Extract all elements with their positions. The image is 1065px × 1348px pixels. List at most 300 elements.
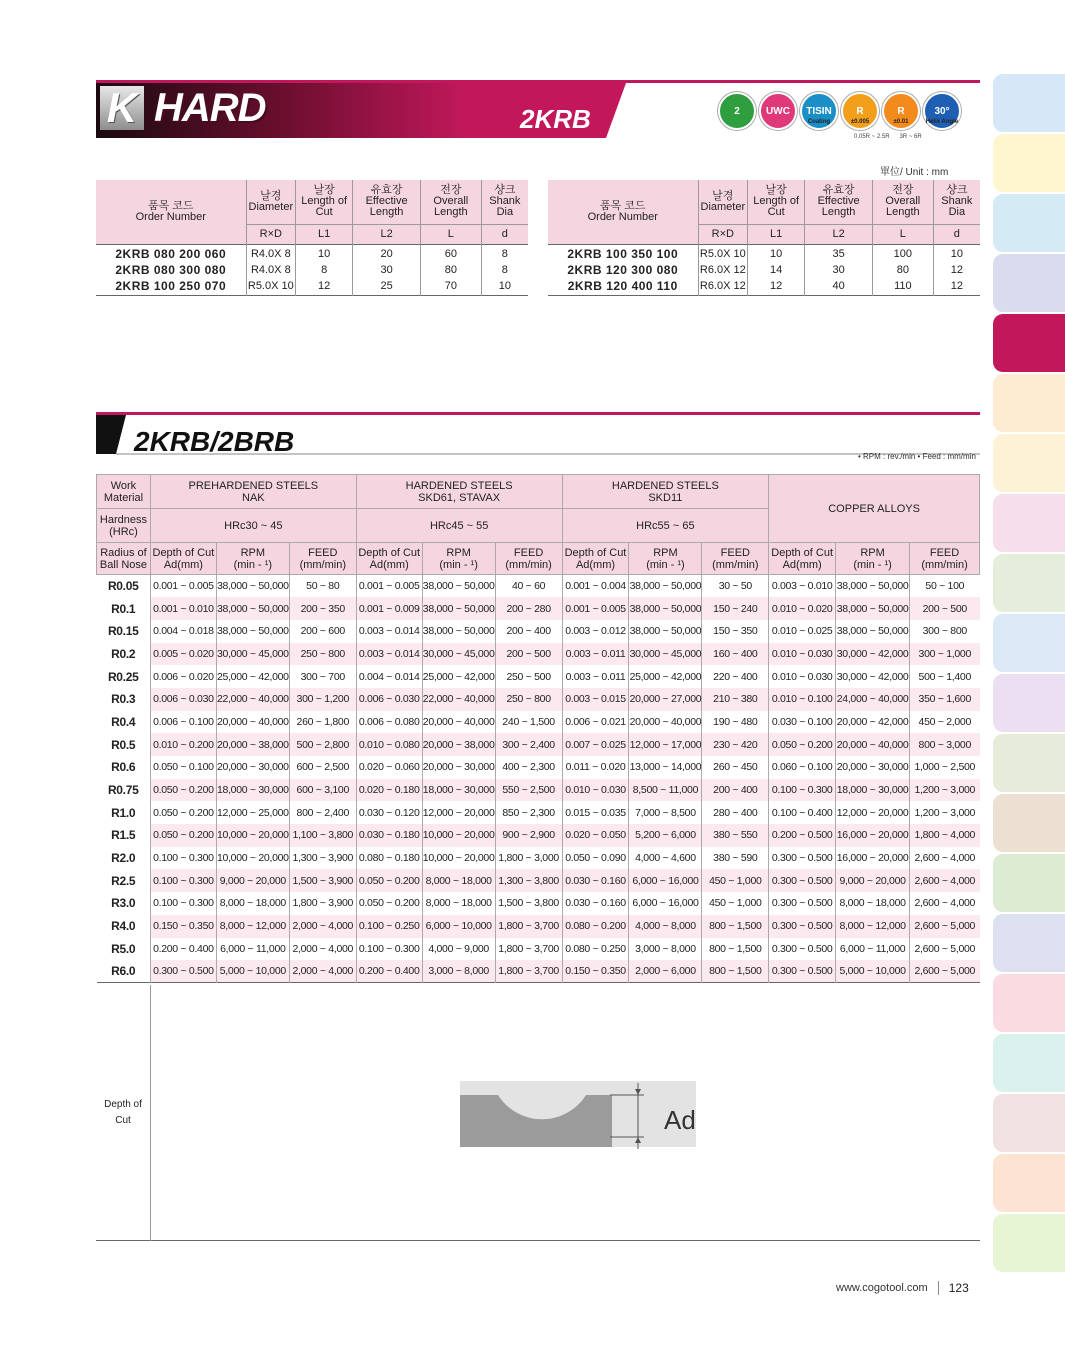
condition-value: 20,000 ~ 30,000 (836, 756, 910, 779)
param-header (702, 543, 769, 575)
param-header (769, 543, 836, 575)
hardness-range: HRc30 ~ 45 (150, 509, 356, 543)
order-number: 2KRB 100 350 100 (548, 244, 698, 261)
side-tab-13[interactable] (993, 794, 1065, 852)
param-name: RPM (653, 546, 678, 559)
condition-value: 300 ~ 800 (910, 620, 980, 643)
badge-text: R (856, 105, 864, 117)
feature-badges (718, 92, 961, 130)
condition-value: 16,000 ~ 20,000 (836, 824, 910, 847)
order-number-header (548, 180, 698, 244)
condition-value: 20,000 ~ 40,000 (216, 711, 289, 734)
header-en: Effective Length (365, 195, 408, 219)
spec-value-d: 10 (498, 280, 511, 293)
condition-value: 20,000 ~ 40,000 (629, 711, 702, 734)
spec-value-l: 100 (873, 244, 934, 261)
spec-col-header (481, 180, 528, 224)
condition-value: 0.020 ~ 0.050 (562, 824, 629, 847)
side-tab-15[interactable] (993, 914, 1065, 972)
condition-value: 13,000 ~ 14,000 (629, 756, 702, 779)
header-en: Overall Length (433, 195, 469, 219)
header-en: Effective Length (817, 195, 860, 219)
param-header (629, 543, 702, 575)
ball-radius: R1.0 (111, 805, 136, 820)
side-tab-10[interactable] (993, 614, 1065, 672)
side-tab-2[interactable] (993, 134, 1065, 192)
condition-value: 150 ~ 350 (702, 620, 769, 643)
condition-value: 0.001 ~ 0.010 (150, 597, 216, 620)
condition-value: 800 ~ 2,400 (289, 801, 356, 824)
condition-value: 30,000 ~ 45,000 (422, 643, 495, 666)
badge-text: UWC (766, 105, 790, 117)
material-name: COPPER ALLOYS (828, 502, 920, 515)
condition-value: 1,800 ~ 4,000 (910, 824, 980, 847)
header-ko: 품목 코드 (147, 199, 194, 212)
condition-value: 800 ~ 1,500 (702, 938, 769, 961)
condition-value: 6,000 ~ 11,000 (836, 938, 910, 961)
condition-value: 220 ~ 400 (702, 665, 769, 688)
condition-value: 0.300 ~ 0.500 (769, 960, 836, 983)
param-header (836, 543, 910, 575)
spec-value-l1: 10 (296, 244, 353, 261)
condition-value: 900 ~ 2,900 (495, 824, 562, 847)
table-row (96, 244, 528, 261)
table-row (97, 620, 980, 643)
footer-separator (938, 1281, 939, 1295)
condition-value: 0.001 ~ 0.005 (356, 575, 422, 598)
spec-value-d: 8 (481, 244, 528, 261)
badge-notes (854, 134, 922, 140)
condition-value: 850 ~ 2,300 (495, 801, 562, 824)
condition-value: 8,000 ~ 12,000 (216, 915, 289, 938)
condition-value: 38,000 ~ 50,000 (836, 597, 910, 620)
condition-value: 2,600 ~ 4,000 (910, 847, 980, 870)
condition-value: 10,000 ~ 20,000 (422, 847, 495, 870)
condition-value: 0.003 ~ 0.014 (356, 620, 422, 643)
condition-value: 0.001 ~ 0.009 (356, 597, 422, 620)
spec-header-row (96, 180, 528, 224)
hardness-range: HRc55 ~ 65 (562, 509, 769, 543)
spec-value-rd: R4.0X 8 (246, 261, 296, 278)
condition-value: 22,000 ~ 40,000 (422, 688, 495, 711)
condition-value: 0.200 ~ 0.400 (356, 960, 422, 983)
table-row (97, 938, 980, 961)
spec-col-header (748, 180, 805, 224)
condition-value: 0.006 ~ 0.030 (150, 688, 216, 711)
condition-value: 0.003 ~ 0.015 (562, 688, 629, 711)
ball-radius: R0.1 (97, 597, 151, 620)
spec-value-d: 10 (933, 244, 980, 261)
ball-radius: R0.3 (97, 688, 151, 711)
condition-value: 0.003 ~ 0.011 (562, 643, 629, 666)
condition-value: 500 ~ 1,400 (910, 665, 980, 688)
side-tab-19[interactable] (993, 1154, 1065, 1212)
footer (836, 1281, 969, 1295)
param-name: FEED (308, 546, 338, 559)
condition-value: 0.010 ~ 0.020 (769, 597, 836, 620)
condition-value: 1,500 ~ 3,800 (495, 892, 562, 915)
condition-value: 0.001 ~ 0.004 (562, 575, 629, 598)
param-name: Depth of Cut (771, 546, 834, 559)
condition-value: 0.015 ~ 0.035 (562, 801, 629, 824)
condition-value: 10,000 ~ 20,000 (216, 824, 289, 847)
header-en: Length of Cut (301, 195, 348, 219)
table-row (97, 575, 980, 598)
header-ko: 유효장 (370, 184, 403, 197)
side-tab-20[interactable] (993, 1214, 1065, 1272)
table-row (97, 824, 980, 847)
condition-value: 4,000 ~ 8,000 (629, 915, 702, 938)
condition-value: 200 ~ 400 (702, 779, 769, 802)
param-name: FEED (720, 546, 750, 559)
depth-of-cut-label: Depth of Cut (104, 1099, 142, 1126)
condition-value: 450 ~ 2,000 (910, 711, 980, 734)
condition-value: 7,000 ~ 8,500 (629, 801, 702, 824)
depth-of-cut-diagram (460, 1081, 700, 1151)
condition-value: 2,600 ~ 4,000 (910, 892, 980, 915)
material-grade: SKD61, STAVAX (418, 491, 501, 504)
condition-value: 1,300 ~ 3,800 (495, 869, 562, 892)
condition-value: 280 ~ 400 (702, 801, 769, 824)
condition-value: 0.050 ~ 0.200 (356, 892, 422, 915)
header-en: Overall Length (885, 195, 921, 219)
badge-note: 0.05R ~ 2.5R (854, 134, 890, 140)
table-row (97, 801, 980, 824)
condition-value: 2,000 ~ 4,000 (289, 915, 356, 938)
uwc-icon (759, 92, 797, 130)
condition-value: 30,000 ~ 42,000 (836, 665, 910, 688)
condition-value: 1,100 ~ 3,800 (289, 824, 356, 847)
hardness-range: HRc45 ~ 55 (356, 509, 562, 543)
condition-value: 0.300 ~ 0.500 (769, 892, 836, 915)
condition-value: 150 ~ 240 (702, 597, 769, 620)
table-row (97, 688, 980, 711)
material-name: HARDENED STEELS (405, 479, 513, 492)
condition-value: 0.004 ~ 0.014 (356, 665, 422, 688)
side-tab-9[interactable] (993, 554, 1065, 612)
header-ko: 유효장 (822, 184, 855, 197)
table-row (96, 261, 528, 278)
param-header (216, 543, 289, 575)
side-tab-16[interactable] (993, 974, 1065, 1032)
param-unit: (mm/min) (505, 558, 552, 571)
brand-name: HARD (154, 85, 266, 130)
condition-value: 0.001 ~ 0.005 (562, 597, 629, 620)
side-tab-6[interactable] (993, 374, 1065, 432)
condition-value: 0.006 ~ 0.080 (356, 711, 422, 734)
unit-label: 單位/ Unit : mm (880, 167, 949, 178)
param-unit: (min - ¹) (439, 558, 478, 571)
material-name: HARDENED STEELS (611, 479, 719, 492)
spec-value-rd: R4.0X 8 (246, 244, 296, 261)
condition-value: 20,000 ~ 40,000 (422, 711, 495, 734)
flute-2-icon (718, 92, 756, 130)
table-row (97, 643, 980, 666)
header-ko: 날장 (765, 184, 787, 197)
condition-value: 6,000 ~ 11,000 (216, 938, 289, 961)
condition-value: 0.050 ~ 0.200 (150, 801, 216, 824)
condition-value: 38,000 ~ 50,000 (422, 575, 495, 598)
condition-value: 0.300 ~ 0.500 (769, 938, 836, 961)
condition-value: 24,000 ~ 40,000 (836, 688, 910, 711)
condition-value: 0.050 ~ 0.100 (150, 756, 216, 779)
condition-value: 400 ~ 2,300 (495, 756, 562, 779)
ball-radius: R2.5 (97, 869, 151, 892)
condition-value: 3,000 ~ 8,000 (629, 938, 702, 961)
condition-value: 800 ~ 1,500 (702, 915, 769, 938)
condition-value: 0.003 ~ 0.010 (769, 575, 836, 598)
condition-value: 8,000 ~ 18,000 (836, 892, 910, 915)
table-row (548, 261, 980, 278)
order-number: 2KRB 080 200 060 (96, 244, 246, 261)
condition-value: 450 ~ 1,000 (702, 869, 769, 892)
ball-radius: R0.15 (107, 624, 139, 639)
condition-value: 0.010 ~ 0.025 (769, 620, 836, 643)
badge-text: R (897, 105, 905, 117)
condition-value: 0.300 ~ 0.500 (769, 847, 836, 870)
ball-radius: R0.05 (107, 579, 139, 594)
param-name: RPM (860, 546, 885, 559)
side-tab-11[interactable] (993, 674, 1065, 732)
spec-table-left (96, 180, 528, 296)
param-header (150, 543, 216, 575)
param-header (289, 543, 356, 575)
condition-value: 6,000 ~ 16,000 (629, 869, 702, 892)
spec-header-row (548, 180, 980, 224)
condition-value: 800 ~ 3,000 (910, 733, 980, 756)
condition-value: 0.080 ~ 0.180 (356, 847, 422, 870)
param-unit: (mm/min) (299, 558, 346, 571)
header-ko: 전장 (892, 184, 914, 197)
header-en: Diameter (700, 200, 746, 213)
condition-value: 0.011 ~ 0.020 (562, 756, 629, 779)
header-en: Shank Dia (489, 195, 521, 219)
condition-value: 9,000 ~ 20,000 (836, 869, 910, 892)
condition-value: 0.050 ~ 0.200 (150, 779, 216, 802)
table-row (548, 278, 980, 295)
ball-radius: R0.75 (97, 779, 151, 802)
section2-title: 2KRB/2BRB (134, 426, 295, 457)
condition-value: 0.050 ~ 0.200 (150, 824, 216, 847)
header-en: Order Number (587, 210, 658, 223)
condition-value: 0.010 ~ 0.200 (150, 733, 216, 756)
param-header (495, 543, 562, 575)
condition-value: 0.100 ~ 0.300 (150, 869, 216, 892)
order-number: 2KRB 120 400 110 (548, 278, 698, 295)
section2-banner (96, 412, 980, 462)
condition-value: 2,000 ~ 4,000 (289, 938, 356, 961)
condition-value: 1,500 ~ 3,900 (289, 869, 356, 892)
side-tab-14[interactable] (993, 854, 1065, 912)
condition-value: 800 ~ 1,500 (702, 960, 769, 983)
condition-value: 300 ~ 2,400 (495, 733, 562, 756)
condition-value: 0.010 ~ 0.030 (769, 665, 836, 688)
param-name: RPM (240, 546, 266, 559)
spec-col-header (873, 180, 934, 224)
condition-value: 0.100 ~ 0.300 (150, 847, 216, 870)
condition-value: 0.010 ~ 0.030 (769, 643, 836, 666)
param-unit: Ad(mm) (163, 558, 203, 571)
material-header-row (97, 475, 980, 509)
ad-label: Ad (664, 1105, 696, 1135)
ball-radius: R0.2 (97, 643, 151, 666)
condition-value: 0.030 ~ 0.100 (769, 711, 836, 734)
side-tab-5[interactable] (993, 314, 1065, 372)
condition-value: 0.006 ~ 0.030 (356, 688, 422, 711)
condition-value: 6,000 ~ 10,000 (422, 915, 495, 938)
condition-value: 2,000 ~ 6,000 (629, 960, 702, 983)
condition-value: 1,200 ~ 3,000 (910, 801, 980, 824)
material-grade: NAK (242, 491, 265, 504)
header-ko: 전장 (440, 184, 462, 197)
condition-value: 0.300 ~ 0.500 (769, 915, 836, 938)
condition-value: 600 ~ 2,500 (289, 756, 356, 779)
param-header-row (97, 543, 980, 575)
condition-value: 38,000 ~ 50,000 (629, 575, 702, 598)
condition-value: 2,000 ~ 4,000 (289, 960, 356, 983)
condition-value: 20,000 ~ 38,000 (422, 733, 495, 756)
condition-value: 0.300 ~ 0.500 (769, 869, 836, 892)
spec-value-d: 8 (501, 263, 508, 276)
condition-value: 0.100 ~ 0.250 (356, 915, 422, 938)
condition-value: 200 ~ 500 (910, 597, 980, 620)
table-row (97, 779, 980, 802)
condition-value: 0.100 ~ 0.300 (769, 779, 836, 802)
condition-value: 20,000 ~ 30,000 (422, 756, 495, 779)
side-tab-8[interactable] (993, 494, 1065, 552)
condition-value: 8,500 ~ 11,000 (629, 779, 702, 802)
condition-value: 600 ~ 3,100 (289, 779, 356, 802)
condition-value: 20,000 ~ 30,000 (216, 756, 289, 779)
ball-radius: R0.25 (107, 669, 139, 684)
condition-value: 1,800 ~ 3,700 (495, 938, 562, 961)
condition-value: 0.001 ~ 0.005 (150, 575, 216, 598)
condition-value: 2,600 ~ 4,000 (910, 869, 980, 892)
header-en: Length of Cut (753, 195, 800, 219)
condition-value: 0.200 ~ 0.500 (769, 824, 836, 847)
header-ko: 샹크 (946, 184, 968, 197)
spec-symbol: L1 (748, 224, 805, 244)
spec-col-header (933, 180, 980, 224)
condition-value: 0.030 ~ 0.180 (356, 824, 422, 847)
spec-col-header (805, 180, 873, 224)
param-name: RPM (446, 546, 471, 559)
condition-value: 5,000 ~ 10,000 (836, 960, 910, 983)
work-material-header: Work Material (97, 475, 151, 509)
condition-value: 0.050 ~ 0.200 (769, 733, 836, 756)
condition-value: 300 ~ 1,200 (289, 688, 356, 711)
condition-value: 200 ~ 280 (495, 597, 562, 620)
header-en: Shank Dia (941, 195, 973, 219)
side-tab-3[interactable] (993, 194, 1065, 252)
param-header (356, 543, 422, 575)
spec-col-header (246, 180, 296, 224)
condition-value: 2,600 ~ 5,000 (910, 960, 980, 983)
condition-value: 38,000 ~ 50,000 (422, 620, 495, 643)
condition-value: 0.150 ~ 0.350 (150, 915, 216, 938)
condition-value: 1,800 ~ 3,000 (495, 847, 562, 870)
spec-col-header (296, 180, 353, 224)
material-header (356, 475, 562, 509)
condition-value: 0.050 ~ 0.090 (562, 847, 629, 870)
param-header (910, 543, 980, 575)
condition-value: 350 ~ 1,600 (910, 688, 980, 711)
condition-value: 1,000 ~ 2,500 (910, 756, 980, 779)
header-en: Diameter (248, 200, 294, 213)
condition-value: 250 ~ 500 (495, 665, 562, 688)
table-row (97, 915, 980, 938)
condition-value: 30 ~ 50 (702, 575, 769, 598)
spec-value-l: 80 (873, 261, 934, 278)
param-name: Depth of Cut (358, 546, 421, 559)
condition-value: 260 ~ 1,800 (289, 711, 356, 734)
cutting-conditions-table (96, 474, 980, 983)
condition-value: 0.200 ~ 0.400 (150, 938, 216, 961)
spec-symbol: R×D (246, 224, 296, 244)
header-ko: 날경 (712, 189, 734, 202)
condition-value: 0.010 ~ 0.100 (769, 688, 836, 711)
side-tab-1[interactable] (993, 74, 1065, 132)
condition-value: 1,200 ~ 3,000 (910, 779, 980, 802)
condition-value: 5,200 ~ 6,000 (629, 824, 702, 847)
spec-value-rd: R6.0X 12 (698, 261, 748, 278)
param-name: Depth of Cut (564, 546, 627, 559)
badge-sub: ±0.01 (893, 119, 909, 125)
condition-value: 38,000 ~ 50,000 (836, 575, 910, 598)
website-link[interactable]: www.cogotool.com (836, 1282, 928, 1294)
condition-value: 25,000 ~ 42,000 (422, 665, 495, 688)
param-name: FEED (929, 546, 960, 559)
model-title: 2KRB (520, 104, 591, 134)
table-row (97, 665, 980, 688)
condition-value: 500 ~ 2,800 (289, 733, 356, 756)
spec-col-header (421, 180, 482, 224)
side-tab-4[interactable] (993, 254, 1065, 312)
side-tabs (993, 74, 1065, 1274)
condition-value: 0.030 ~ 0.160 (562, 869, 629, 892)
side-tab-7[interactable] (993, 434, 1065, 492)
spec-value-l2: 20 (353, 244, 421, 261)
condition-value: 250 ~ 800 (495, 688, 562, 711)
param-header (562, 543, 629, 575)
ball-radius: R0.4 (111, 714, 136, 729)
condition-value: 0.006 ~ 0.021 (562, 711, 629, 734)
table-row (97, 733, 980, 756)
order-number-header (96, 180, 246, 244)
param-unit: (min - ¹) (853, 558, 892, 571)
param-unit: (min - ¹) (646, 558, 685, 571)
material-grade: SKD11 (648, 491, 683, 504)
spec-value-rd: R6.0X 12 (698, 278, 748, 295)
condition-value: 0.004 ~ 0.018 (150, 620, 216, 643)
condition-value: 9,000 ~ 20,000 (216, 869, 289, 892)
side-tab-12[interactable] (993, 734, 1065, 792)
spec-col-header (353, 180, 421, 224)
spec-symbol: d (933, 224, 980, 244)
side-tab-18[interactable] (993, 1094, 1065, 1152)
material-name: PREHARDENED STEELS (188, 479, 319, 492)
condition-value: 6,000 ~ 16,000 (629, 892, 702, 915)
condition-value: 1,800 ~ 3,700 (495, 960, 562, 983)
condition-value: 0.010 ~ 0.030 (562, 779, 629, 802)
spec-value-l2: 30 (353, 261, 421, 278)
spec-symbol: L (421, 224, 482, 244)
brand-letter: K (100, 86, 144, 130)
spec-value-l1: 12 (748, 278, 805, 295)
spec-value-l1: 8 (296, 261, 353, 278)
side-tab-17[interactable] (993, 1034, 1065, 1092)
condition-value: 50 ~ 100 (910, 575, 980, 598)
